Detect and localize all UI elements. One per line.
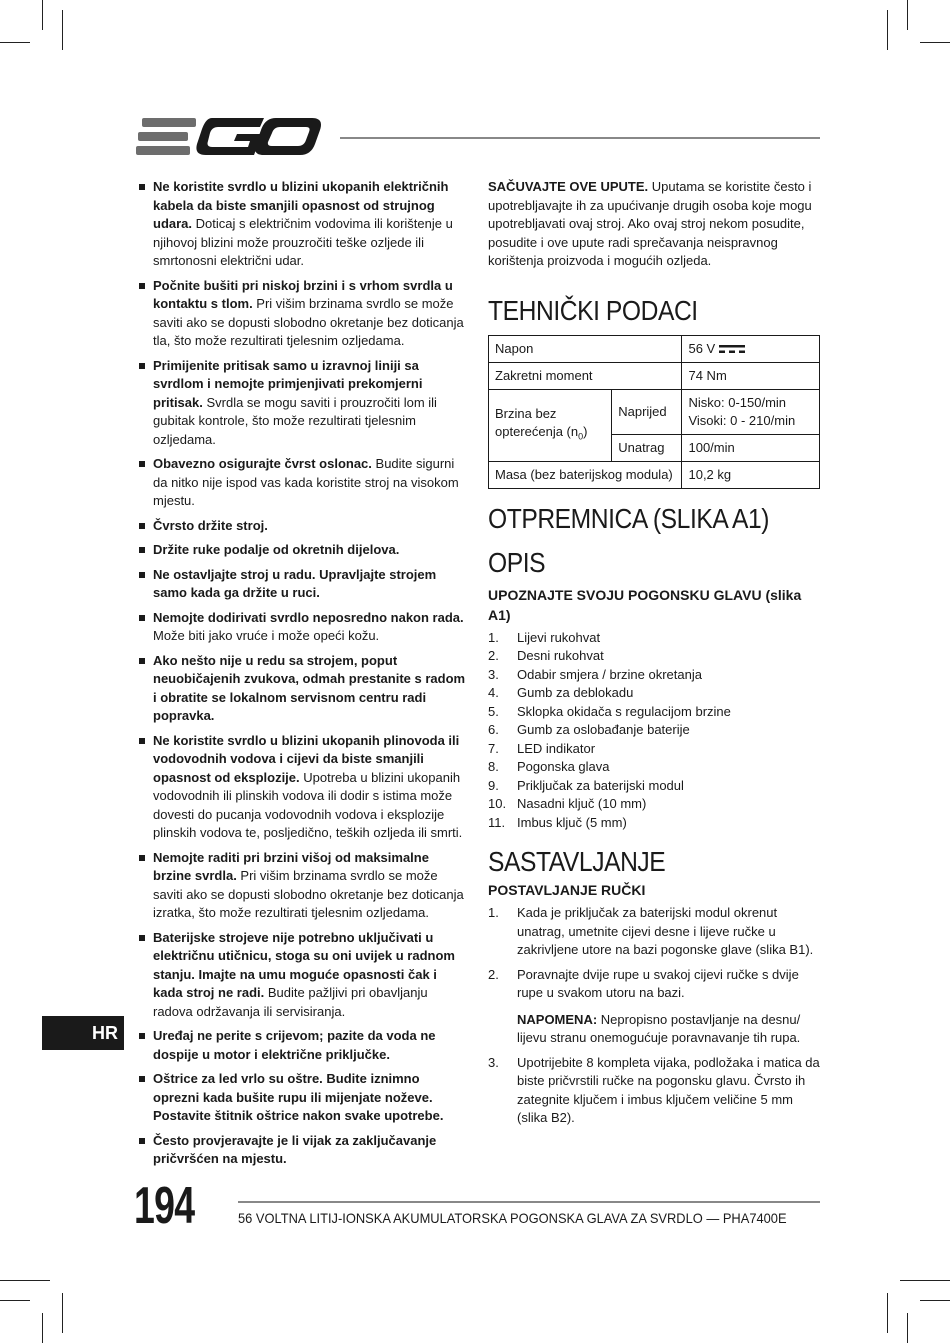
torque-value: 74 Nm [682, 362, 820, 389]
list-item [488, 647, 822, 666]
list-item [488, 795, 822, 814]
note-label: NAPOMENA: [517, 1011, 598, 1027]
desc-subtitle: UPOZNAJTE SVOJU POGONSKU GLAVU (slika A1) [488, 586, 802, 623]
forward-label: Naprijed [612, 389, 682, 434]
bullet-text: Pri višim brzinama svrdlo se može saviti ako se dopusti slobodno okretanje bez doticanja izratka, što može rezultirati tjelesnim ozljedama. [153, 868, 464, 920]
list-item [488, 740, 822, 759]
list-item [138, 652, 468, 726]
bullet-text: Može biti jako vruće i može opeći kožu. [153, 628, 380, 643]
bullet-bold: Ne koristite svrdlo u blizini ukopanih električnih kabela da biste smanjili opasnost od strujnog udara. [153, 179, 449, 231]
list-item [488, 703, 822, 722]
safety-list [138, 178, 468, 1169]
header-rule [340, 137, 820, 139]
part-number: 11. [488, 814, 506, 830]
language-tab: HR [42, 1016, 124, 1050]
bullet-bold: Obavezno osigurajte čvrst oslonac. [153, 456, 372, 471]
list-item [138, 566, 468, 603]
bullet-text: Upotreba u blizini ukopanih vodovodnih ili plinskih vodova ili dodir s istima može dovesti do pucanja vodovodnih vodova i eksplozije plinskih vodova te, posljedično, teških ozljeda ili smrti. [153, 769, 463, 840]
part-number: 3. [488, 666, 499, 682]
list-item [138, 455, 468, 511]
part-number: 1. [488, 629, 499, 645]
table-row [489, 362, 820, 389]
part-number: 6. [488, 722, 499, 737]
crop-mark [907, 0, 908, 30]
list-item [138, 1132, 468, 1169]
bullet-bold: Često provjeravajte je li vijak za zaključavanje pričvršćen na mjestu. [153, 1132, 437, 1166]
part-number: 5. [488, 703, 499, 719]
crop-mark [920, 42, 950, 43]
list-item [138, 357, 468, 450]
part-name: Sklopka okidača s regulacijom brzine [517, 703, 731, 719]
part-name: Lijevi rukohvat [517, 629, 601, 645]
packing-title: OTPREMNICA (SLIKA A1) [488, 502, 770, 534]
list-item [488, 904, 822, 960]
list-item [488, 629, 822, 648]
list-item [138, 1027, 468, 1064]
list-item [488, 721, 822, 740]
part-number: 4. [488, 685, 499, 700]
bullet-bold: Ako nešto nije u redu sa strojem, poput neuobičajenih zvukova, odmah prestanite s radom i obratite se lokalnom servisnom centru radi popravka. [153, 652, 466, 723]
mass-label: Masa (bez baterijskog modula) [489, 461, 682, 488]
bullet-bold: Nemojte raditi pri brzini višoj od maksimalne brzine svrdla. [153, 849, 429, 883]
part-number: 7. [488, 740, 499, 756]
list-item [138, 277, 468, 351]
part-name: Gumb za deblokadu [517, 685, 634, 700]
desc-title: OPIS [488, 546, 546, 578]
list-item [138, 541, 468, 560]
torque-label: Zakretni moment [489, 362, 682, 389]
bullet-text: Budite pažljivi pri obavljanju radova održavanja ili servisiranja. [153, 985, 428, 1019]
forward-value [682, 389, 820, 434]
list-item [138, 929, 468, 1022]
list-item [138, 178, 468, 271]
list-item [488, 758, 822, 777]
bullet-bold: Čvrsto držite stroj. [153, 517, 268, 533]
save-instructions-text: Uputama se koristite često i upotrebljavajte ih za upućivanje drugih osoba koje mogu upotrebljavati ovaj stroj. Ako ovaj stroj nekom posudite, posudite i ove upute radi sprečavanja neispravnog korištenja proizvoda i mogućih ozljeda. [488, 179, 812, 268]
crop-mark [0, 42, 30, 43]
list-item [488, 966, 822, 1048]
reverse-value: 100/min [682, 434, 820, 461]
crop-mark [62, 10, 63, 50]
list-item [488, 684, 822, 703]
safety-column [138, 178, 468, 1175]
voltage-value [682, 335, 820, 362]
step-number: 3. [488, 1054, 499, 1070]
list-item [138, 517, 468, 536]
list-item [488, 1054, 822, 1128]
page-number: 194 [134, 1177, 195, 1235]
bullet-bold: Uređaj ne perite s crijevom; pazite da voda ne dospije u motor i električne priključke. [153, 1028, 436, 1062]
crop-mark [42, 0, 43, 30]
crop-mark [920, 1300, 950, 1301]
bullet-bold: Počnite bušiti pri niskoj brzini i s vrhom svrdla u kontaktu s tlom. [153, 277, 453, 311]
footer-rule [238, 1201, 820, 1203]
bullet-bold: Nemojte dodirivati svrdlo neposredno nakon rada. [153, 609, 464, 625]
list-item [488, 777, 822, 796]
part-name: Desni rukohvat [517, 648, 604, 663]
list-item [138, 732, 468, 843]
assembly-subtitle: POSTAVLJANJE RUČKI [488, 882, 646, 898]
step-text: Poravnajte dvije rupe u svakoj cijevi ručke s dvije rupe u svakom utoru na bazi. [517, 966, 799, 1000]
bullet-text: Pri višim brzinama svrdlo se može saviti ako se dopusti slobodno okretanje bez doticanja tla, što može rezultirati tjelesnim ozljedama. [153, 296, 464, 348]
table-row [489, 389, 820, 434]
assembly-steps [488, 904, 822, 1128]
part-number: 8. [488, 759, 499, 774]
step-number: 1. [488, 905, 499, 920]
ego-logo [136, 116, 322, 158]
bullet-bold: Primijenite pritisak samo u izravnoj liniji sa svrdlom i nemojte primjenjivati prekomjerni pritisak. [153, 357, 423, 410]
part-name: LED indikator [517, 740, 596, 756]
speed-label-sub: 0 [578, 431, 584, 442]
tech-title: TEHNIČKI PODACI [488, 294, 698, 326]
part-name: Imbus ključ (5 mm) [517, 814, 627, 830]
reverse-label: Unatrag [612, 434, 682, 461]
step-number: 2. [488, 966, 499, 982]
part-name: Nasadni ključ (10 mm) [517, 796, 647, 811]
crop-mark [0, 1300, 30, 1301]
bullet-text: Svrdla se mogu saviti i prouzročiti lom ili gubitak kontrole, što može rezultirati tjelesnim ozljedama. [153, 394, 437, 447]
bullet-bold: Baterijske strojeve nije potrebno uključivati u električnu utičnicu, stoga su oni uvijek u radnom stanju. Imajte na umu moguće opasnosti čak i kada stroj ne radi. [153, 929, 455, 1000]
speed-label [489, 389, 612, 461]
assembly-title: SASTAVLJANJE [488, 846, 666, 877]
part-name: Gumb za oslobađanje baterije [517, 722, 690, 737]
bullet-bold: Držite ruke podalje od okretnih dijelova. [153, 542, 400, 557]
dc-symbol-icon [719, 344, 745, 354]
voltage-text: 56 V [688, 340, 716, 356]
crop-mark [42, 1313, 43, 1343]
crop-mark [900, 1280, 950, 1281]
info-column [488, 178, 822, 1128]
part-number: 10. [488, 796, 507, 811]
part-name: Pogonska glava [517, 759, 610, 774]
speed-label-text: Brzina bez opterećenja (n [495, 405, 579, 439]
forward-low: Nisko: 0-150/min [688, 394, 787, 410]
crop-mark [907, 1313, 908, 1343]
list-item [138, 849, 468, 923]
part-number: 2. [488, 648, 499, 663]
bullet-bold: Oštrice za led vrlo su oštre. Budite iznimno oprezni kada bušite rupu ili mijenjate noževe. Postavite štitnik oštrice nakon svake upotrebe. [153, 1071, 444, 1123]
part-name: Priključak za baterijski modul [517, 777, 684, 793]
forward-high: Visoki: 0 - 210/min [688, 412, 796, 428]
bullet-text: Doticaj s električnim vodovima ili korištenje u njihovoj blizini može prouzročiti teške ozljede ili smrtonosni električni udar. [153, 216, 453, 268]
speed-label-close: ) [583, 423, 588, 439]
list-item [488, 814, 822, 833]
table-row [489, 461, 820, 488]
crop-mark [887, 10, 888, 50]
save-instructions-bold: SAČUVAJTE OVE UPUTE. [488, 179, 649, 194]
crop-mark [0, 1280, 50, 1281]
part-name: Odabir smjera / brzine okretanja [517, 666, 702, 682]
tech-table [488, 335, 820, 489]
save-instructions [488, 178, 822, 271]
list-item [138, 609, 468, 646]
mass-value: 10,2 kg [682, 461, 820, 488]
part-number: 9. [488, 777, 499, 793]
bullet-bold: Ne koristite svrdlo u blizini ukopanih plinovoda ili vodovodnih vodova i cijevi da biste smanjili opasnost od eksplozije. [153, 732, 460, 785]
list-item [488, 666, 822, 685]
crop-mark [887, 1293, 888, 1333]
parts-list [488, 629, 822, 833]
footer-text: 56 VOLTNA LITIJ-IONSKA AKUMULATORSKA POGONSKA GLAVA ZA SVRDLO — PHA7400E [238, 1210, 787, 1226]
bullet-text: Budite sigurni da nitko nije ispod vas kada koristite stroj na visokom mjestu. [153, 456, 459, 508]
crop-mark [62, 1293, 63, 1333]
step-text: Kada je priključak za baterijski modul okrenut unatrag, umetnite cijevi desne i lijeve ručke u zakrivljene utore na bazi pogonske glave (slika B1). [517, 905, 814, 957]
note-text: Nepropisno postavljanje na desnu/ lijevu stranu onemogućuje poravnavanje tih rupa. [517, 1011, 801, 1045]
note [517, 1011, 822, 1048]
voltage-label: Napon [489, 335, 682, 362]
list-item [138, 1070, 468, 1126]
bullet-bold: Ne ostavljajte stroj u radu. Upravljajte strojem samo kada ga držite u ruci. [153, 566, 437, 600]
step-text: Upotrijebite 8 kompleta vijaka, podložaka i matica da biste pričvrstili ručke na pogonsku glavu. Čvrsto ih zategnite ključem i imbus ključem veličine 5 mm (slika B2). [517, 1054, 820, 1125]
table-row [489, 335, 820, 362]
